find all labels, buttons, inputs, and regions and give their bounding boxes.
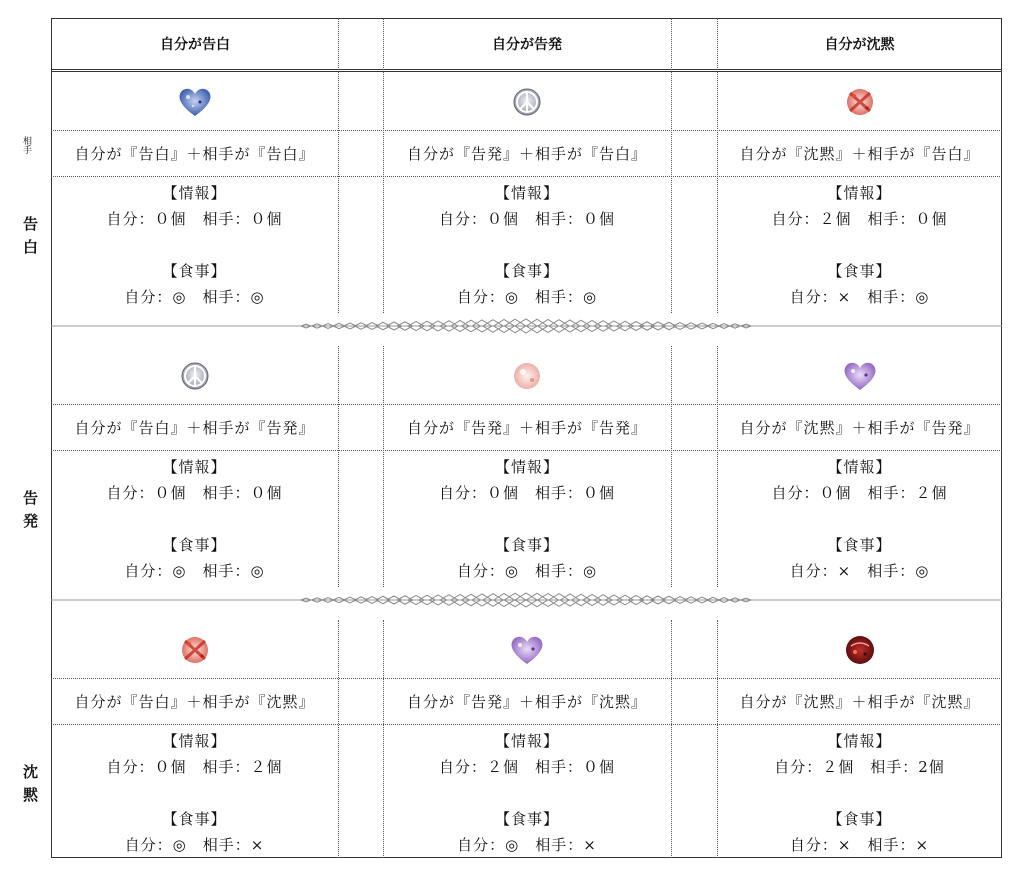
info-value: 自分：０個 相手：０個 — [438, 210, 615, 228]
column-divider — [671, 620, 672, 858]
meal-value: 自分：× 相手：◎ — [789, 562, 930, 580]
column-divider — [671, 72, 672, 313]
meal-title: 【食事】 — [827, 810, 892, 828]
meal-value: 自分：× 相手：◎ — [789, 288, 930, 306]
info-block — [383, 728, 671, 780]
side-label-text: 相手 — [21, 136, 31, 154]
case-label: 自分が『告白』＋相手が『告白』 — [74, 144, 315, 163]
case-label: 自分が『告白』＋相手が『告発』 — [74, 418, 315, 437]
info-block — [717, 180, 1002, 232]
blue-heart-icon — [175, 84, 215, 120]
silver-peace-icon — [175, 358, 215, 394]
column-header-label: 自分が告白 — [160, 37, 230, 53]
row-label-confess — [16, 216, 40, 262]
meal-block — [717, 258, 1002, 310]
info-title: 【情報】 — [827, 732, 892, 750]
column-header-label: 自分が沈黙 — [824, 37, 895, 53]
info-value: 自分：２個 相手：2個 — [774, 758, 945, 776]
info-value: 自分：０個 相手：０個 — [438, 484, 615, 502]
info-block — [383, 180, 671, 232]
purple-heart-icon — [840, 358, 880, 394]
header-divider — [51, 69, 1002, 72]
row-divider — [51, 724, 1002, 725]
meal-value: 自分：◎ 相手：◎ — [456, 288, 598, 306]
row-label-text: 告白 — [21, 216, 39, 262]
meal-title: 【食事】 — [494, 536, 559, 554]
pink-circle-icon — [507, 358, 547, 394]
meal-value: 自分：◎ 相手：◎ — [124, 288, 265, 306]
row-divider — [51, 176, 1002, 177]
header-divider-v — [338, 18, 339, 70]
info-title: 【情報】 — [162, 458, 227, 476]
column-divider — [671, 346, 672, 587]
column-header-silence — [717, 18, 1002, 70]
meal-title: 【食事】 — [162, 810, 227, 828]
info-value: 自分：２個 相手：０個 — [438, 758, 615, 776]
info-block — [383, 454, 671, 506]
info-title: 【情報】 — [827, 458, 892, 476]
red-cross-icon — [175, 632, 215, 668]
case-label: 自分が『告発』＋相手が『沈黙』 — [406, 692, 647, 711]
info-value: 自分：０個 相手：０個 — [106, 484, 283, 502]
info-value: 自分：０個 相手：０個 — [106, 210, 283, 228]
header-divider-v — [383, 18, 384, 70]
column-header-confess — [51, 18, 339, 70]
purple-heart-icon — [507, 632, 547, 668]
info-value: 自分：０個 相手：２個 — [106, 758, 283, 776]
column-divider — [338, 72, 339, 313]
meal-title: 【食事】 — [162, 536, 227, 554]
meal-block — [717, 806, 1002, 858]
row-divider — [51, 450, 1002, 451]
meal-block — [383, 258, 671, 310]
meal-value: 自分：◎ 相手：◎ — [456, 562, 598, 580]
case-label: 自分が『沈黙』＋相手が『告白』 — [739, 144, 980, 163]
header-divider-v — [717, 18, 718, 70]
info-value: 自分：２個 相手：０個 — [771, 210, 948, 228]
column-header-accuse — [383, 18, 671, 70]
side-label — [16, 136, 36, 154]
meal-block — [383, 532, 671, 584]
info-title: 【情報】 — [162, 732, 227, 750]
column-header-label: 自分が告発 — [492, 37, 562, 53]
red-cross-icon — [840, 84, 880, 120]
meal-value: 自分：× 相手：× — [789, 836, 930, 854]
row-label-silence — [16, 764, 40, 810]
case-label: 自分が『沈黙』＋相手が『沈黙』 — [739, 692, 980, 711]
header-divider-v — [671, 18, 672, 70]
case-label: 自分が『告白』＋相手が『沈黙』 — [74, 692, 315, 711]
silver-peace-icon — [507, 84, 547, 120]
case-label: 自分が『告発』＋相手が『告白』 — [406, 144, 647, 163]
info-block — [51, 454, 338, 506]
meal-block — [383, 806, 671, 858]
info-title: 【情報】 — [162, 184, 227, 202]
info-block — [717, 454, 1002, 506]
row-label-text: 沈黙 — [21, 764, 39, 810]
ornamental-separator — [51, 592, 1002, 608]
info-block — [717, 728, 1002, 780]
info-title: 【情報】 — [827, 184, 892, 202]
meal-block — [51, 806, 338, 858]
column-divider — [338, 346, 339, 587]
case-label: 自分が『告発』＋相手が『告発』 — [406, 418, 647, 437]
info-block — [51, 180, 338, 232]
column-divider — [338, 620, 339, 858]
meal-title: 【食事】 — [827, 262, 892, 280]
meal-block — [51, 532, 338, 584]
info-value: 自分：０個 相手：２個 — [771, 484, 948, 502]
meal-value: 自分：◎ 相手：◎ — [124, 562, 265, 580]
meal-title: 【食事】 — [494, 262, 559, 280]
meal-title: 【食事】 — [827, 536, 892, 554]
dark-red-circle-icon — [840, 632, 880, 668]
info-title: 【情報】 — [494, 732, 559, 750]
meal-value: 自分：◎ 相手：× — [124, 836, 265, 854]
row-label-accuse — [16, 490, 40, 536]
row-label-text: 告発 — [21, 490, 39, 536]
info-title: 【情報】 — [494, 184, 559, 202]
case-label: 自分が『沈黙』＋相手が『告発』 — [739, 418, 980, 437]
meal-value: 自分：◎ 相手：× — [457, 836, 597, 854]
meal-title: 【食事】 — [162, 262, 227, 280]
ornamental-separator — [51, 318, 1002, 334]
info-block — [51, 728, 338, 780]
meal-block — [51, 258, 338, 310]
meal-title: 【食事】 — [494, 810, 559, 828]
meal-block — [717, 532, 1002, 584]
info-title: 【情報】 — [494, 458, 559, 476]
